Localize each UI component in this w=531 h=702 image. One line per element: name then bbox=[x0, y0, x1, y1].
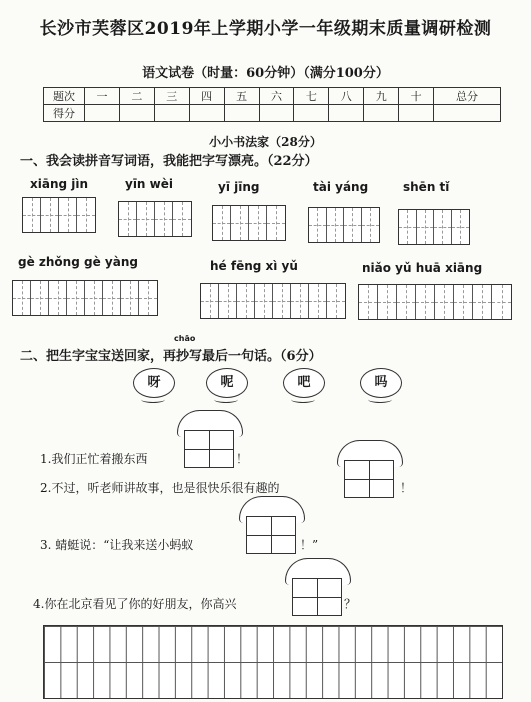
house-window-box[interactable] bbox=[344, 460, 394, 498]
writing-grid[interactable] bbox=[212, 205, 286, 241]
score-input-cell[interactable] bbox=[85, 105, 120, 122]
grid-cell[interactable] bbox=[397, 285, 416, 319]
score-input-cell[interactable] bbox=[224, 105, 259, 122]
house-answer-box[interactable] bbox=[337, 440, 403, 467]
writing-grid[interactable] bbox=[398, 209, 470, 245]
grid-cell[interactable] bbox=[492, 285, 511, 319]
q2-chao-char: chāo 抄 bbox=[174, 334, 196, 364]
grid-cell[interactable] bbox=[59, 198, 77, 232]
sentence-2-text: 2.不过，听老师讲故事，也是很快乐很有趣的 bbox=[40, 481, 280, 495]
score-table-value-row bbox=[44, 105, 501, 122]
grid-cell[interactable] bbox=[291, 284, 309, 318]
q2-chao-pinyin: chāo bbox=[174, 334, 196, 343]
pinyin-label: shēn tǐ bbox=[403, 180, 450, 194]
pinyin-label: xiāng jìn bbox=[30, 177, 89, 191]
grid-cell[interactable] bbox=[327, 208, 345, 242]
house-window-box[interactable] bbox=[246, 516, 296, 554]
bubble-tail bbox=[368, 396, 392, 403]
grid-cell[interactable] bbox=[67, 281, 85, 315]
writing-grid[interactable] bbox=[200, 283, 346, 319]
grid-cell[interactable] bbox=[378, 285, 397, 319]
sentence-2-end: ！ bbox=[400, 481, 413, 495]
copy-writing-grid[interactable] bbox=[43, 625, 503, 699]
grid-cell[interactable] bbox=[309, 284, 327, 318]
writing-grid[interactable] bbox=[22, 197, 96, 233]
score-col: 四 bbox=[189, 88, 224, 105]
grid-cell[interactable] bbox=[139, 281, 157, 315]
sentence-3-text: 3. 蜻蜓说：“让我来送小蚂蚁 bbox=[40, 538, 194, 552]
score-input-cell[interactable] bbox=[259, 105, 294, 122]
question-1-title: 一、我会读拼音写词语，我能把字写漂亮。（22分） bbox=[20, 154, 318, 169]
grid-cell[interactable] bbox=[41, 198, 59, 232]
score-col: 七 bbox=[294, 88, 329, 105]
exam-subtitle: 语文试卷（时量：60分钟）（满分100分） bbox=[142, 66, 389, 81]
pinyin-label: yīn wèi bbox=[125, 177, 173, 191]
bubble-tail bbox=[141, 396, 165, 403]
grid-cell[interactable] bbox=[267, 206, 285, 240]
sentence-1-text: 1.我们正忙着搬东西 bbox=[40, 452, 148, 466]
grid-cell[interactable] bbox=[362, 208, 380, 242]
score-col: 九 bbox=[364, 88, 399, 105]
word-bubble[interactable]: 呀 bbox=[133, 368, 175, 398]
grid-cell[interactable] bbox=[137, 202, 155, 236]
house-window-box[interactable] bbox=[292, 578, 342, 616]
writing-grid[interactable] bbox=[12, 280, 158, 316]
sentence-4-text: 4.你在北京看见了你的好朋友，你高兴 bbox=[33, 597, 237, 611]
grid-cell[interactable] bbox=[85, 281, 103, 315]
grid-cell[interactable] bbox=[249, 206, 267, 240]
sentence-4-end: ？ bbox=[344, 597, 357, 611]
section-a-heading: 小小书法家（28分） bbox=[209, 135, 322, 149]
pinyin-label: hé fēng xì yǔ bbox=[210, 259, 298, 273]
exam-title: 长沙市芙蓉区2019年上学期小学一年级期末质量调研检测 bbox=[39, 19, 492, 39]
grid-cell[interactable] bbox=[121, 281, 139, 315]
word-bubble[interactable]: 吧 bbox=[283, 368, 325, 398]
word-bubble[interactable]: 呢 bbox=[206, 368, 248, 398]
score-table bbox=[43, 87, 501, 122]
grid-cell[interactable] bbox=[417, 210, 435, 244]
bubble-tail bbox=[214, 396, 238, 403]
score-table-row-label: 得分 bbox=[44, 105, 85, 122]
grid-cell[interactable] bbox=[103, 281, 121, 315]
grid-cell[interactable] bbox=[344, 208, 362, 242]
grid-cell[interactable] bbox=[327, 284, 345, 318]
grid-cell[interactable] bbox=[155, 202, 173, 236]
score-col: 八 bbox=[329, 88, 364, 105]
word-bubble[interactable]: 吗 bbox=[360, 368, 402, 398]
grid-cell[interactable] bbox=[309, 208, 327, 242]
writing-grid[interactable] bbox=[358, 284, 512, 320]
grid-cell[interactable] bbox=[119, 202, 137, 236]
score-col-total: 总分 bbox=[434, 88, 501, 105]
score-col: 二 bbox=[119, 88, 154, 105]
bubble-tail bbox=[291, 396, 315, 403]
score-col: 一 bbox=[85, 88, 120, 105]
grid-cell[interactable] bbox=[201, 284, 219, 318]
score-input-cell[interactable] bbox=[154, 105, 189, 122]
grid-cell[interactable] bbox=[77, 198, 95, 232]
pinyin-label: yī jīng bbox=[218, 180, 260, 194]
score-col: 六 bbox=[259, 88, 294, 105]
sentence-1-end: ！ bbox=[236, 452, 249, 466]
sentence-3-end: ！” bbox=[300, 538, 319, 552]
grid-cell[interactable] bbox=[213, 206, 231, 240]
grid-cell[interactable] bbox=[452, 210, 470, 244]
grid-cell[interactable] bbox=[399, 210, 417, 244]
score-input-cell[interactable] bbox=[189, 105, 224, 122]
pinyin-label: tài yáng bbox=[313, 180, 369, 194]
score-table-row-label: 题次 bbox=[44, 88, 85, 105]
question-2-title bbox=[20, 334, 322, 364]
grid-cell[interactable] bbox=[13, 281, 31, 315]
house-answer-box[interactable] bbox=[285, 558, 351, 585]
writing-grid[interactable] bbox=[308, 207, 380, 243]
score-col: 十 bbox=[399, 88, 434, 105]
writing-grid[interactable] bbox=[118, 201, 192, 237]
score-input-cell[interactable] bbox=[399, 105, 434, 122]
grid-cell[interactable] bbox=[173, 202, 191, 236]
house-window-box[interactable] bbox=[184, 430, 234, 468]
grid-cell[interactable] bbox=[237, 284, 255, 318]
pinyin-label: gè zhǒng gè yàng bbox=[18, 255, 138, 269]
q2-title-pre: 二、把生字宝宝送回家，再 bbox=[20, 349, 177, 364]
grid-cell[interactable] bbox=[434, 210, 452, 244]
grid-cell[interactable] bbox=[416, 285, 435, 319]
score-input-cell[interactable] bbox=[434, 105, 501, 122]
score-input-cell[interactable] bbox=[119, 105, 154, 122]
score-col: 五 bbox=[224, 88, 259, 105]
pinyin-label: niǎo yǔ huā xiāng bbox=[362, 261, 483, 275]
score-table-header-row bbox=[44, 88, 501, 105]
house-answer-box[interactable] bbox=[239, 496, 305, 523]
house-answer-box[interactable] bbox=[177, 410, 243, 437]
grid-cell[interactable] bbox=[23, 198, 41, 232]
grid-cell[interactable] bbox=[49, 281, 67, 315]
grid-cell[interactable] bbox=[219, 284, 237, 318]
grid-cell[interactable] bbox=[359, 285, 378, 319]
score-input-cell[interactable] bbox=[364, 105, 399, 122]
grid-cell[interactable] bbox=[231, 206, 249, 240]
grid-cell[interactable] bbox=[454, 285, 473, 319]
grid-cell[interactable] bbox=[31, 281, 49, 315]
score-col: 三 bbox=[154, 88, 189, 105]
score-input-cell[interactable] bbox=[294, 105, 329, 122]
grid-cell[interactable] bbox=[273, 284, 291, 318]
grid-cell[interactable] bbox=[435, 285, 454, 319]
q2-title-post: 写最后一句话。（6分） bbox=[189, 349, 322, 364]
grid-cell[interactable] bbox=[473, 285, 492, 319]
grid-cell[interactable] bbox=[255, 284, 273, 318]
score-input-cell[interactable] bbox=[329, 105, 364, 122]
